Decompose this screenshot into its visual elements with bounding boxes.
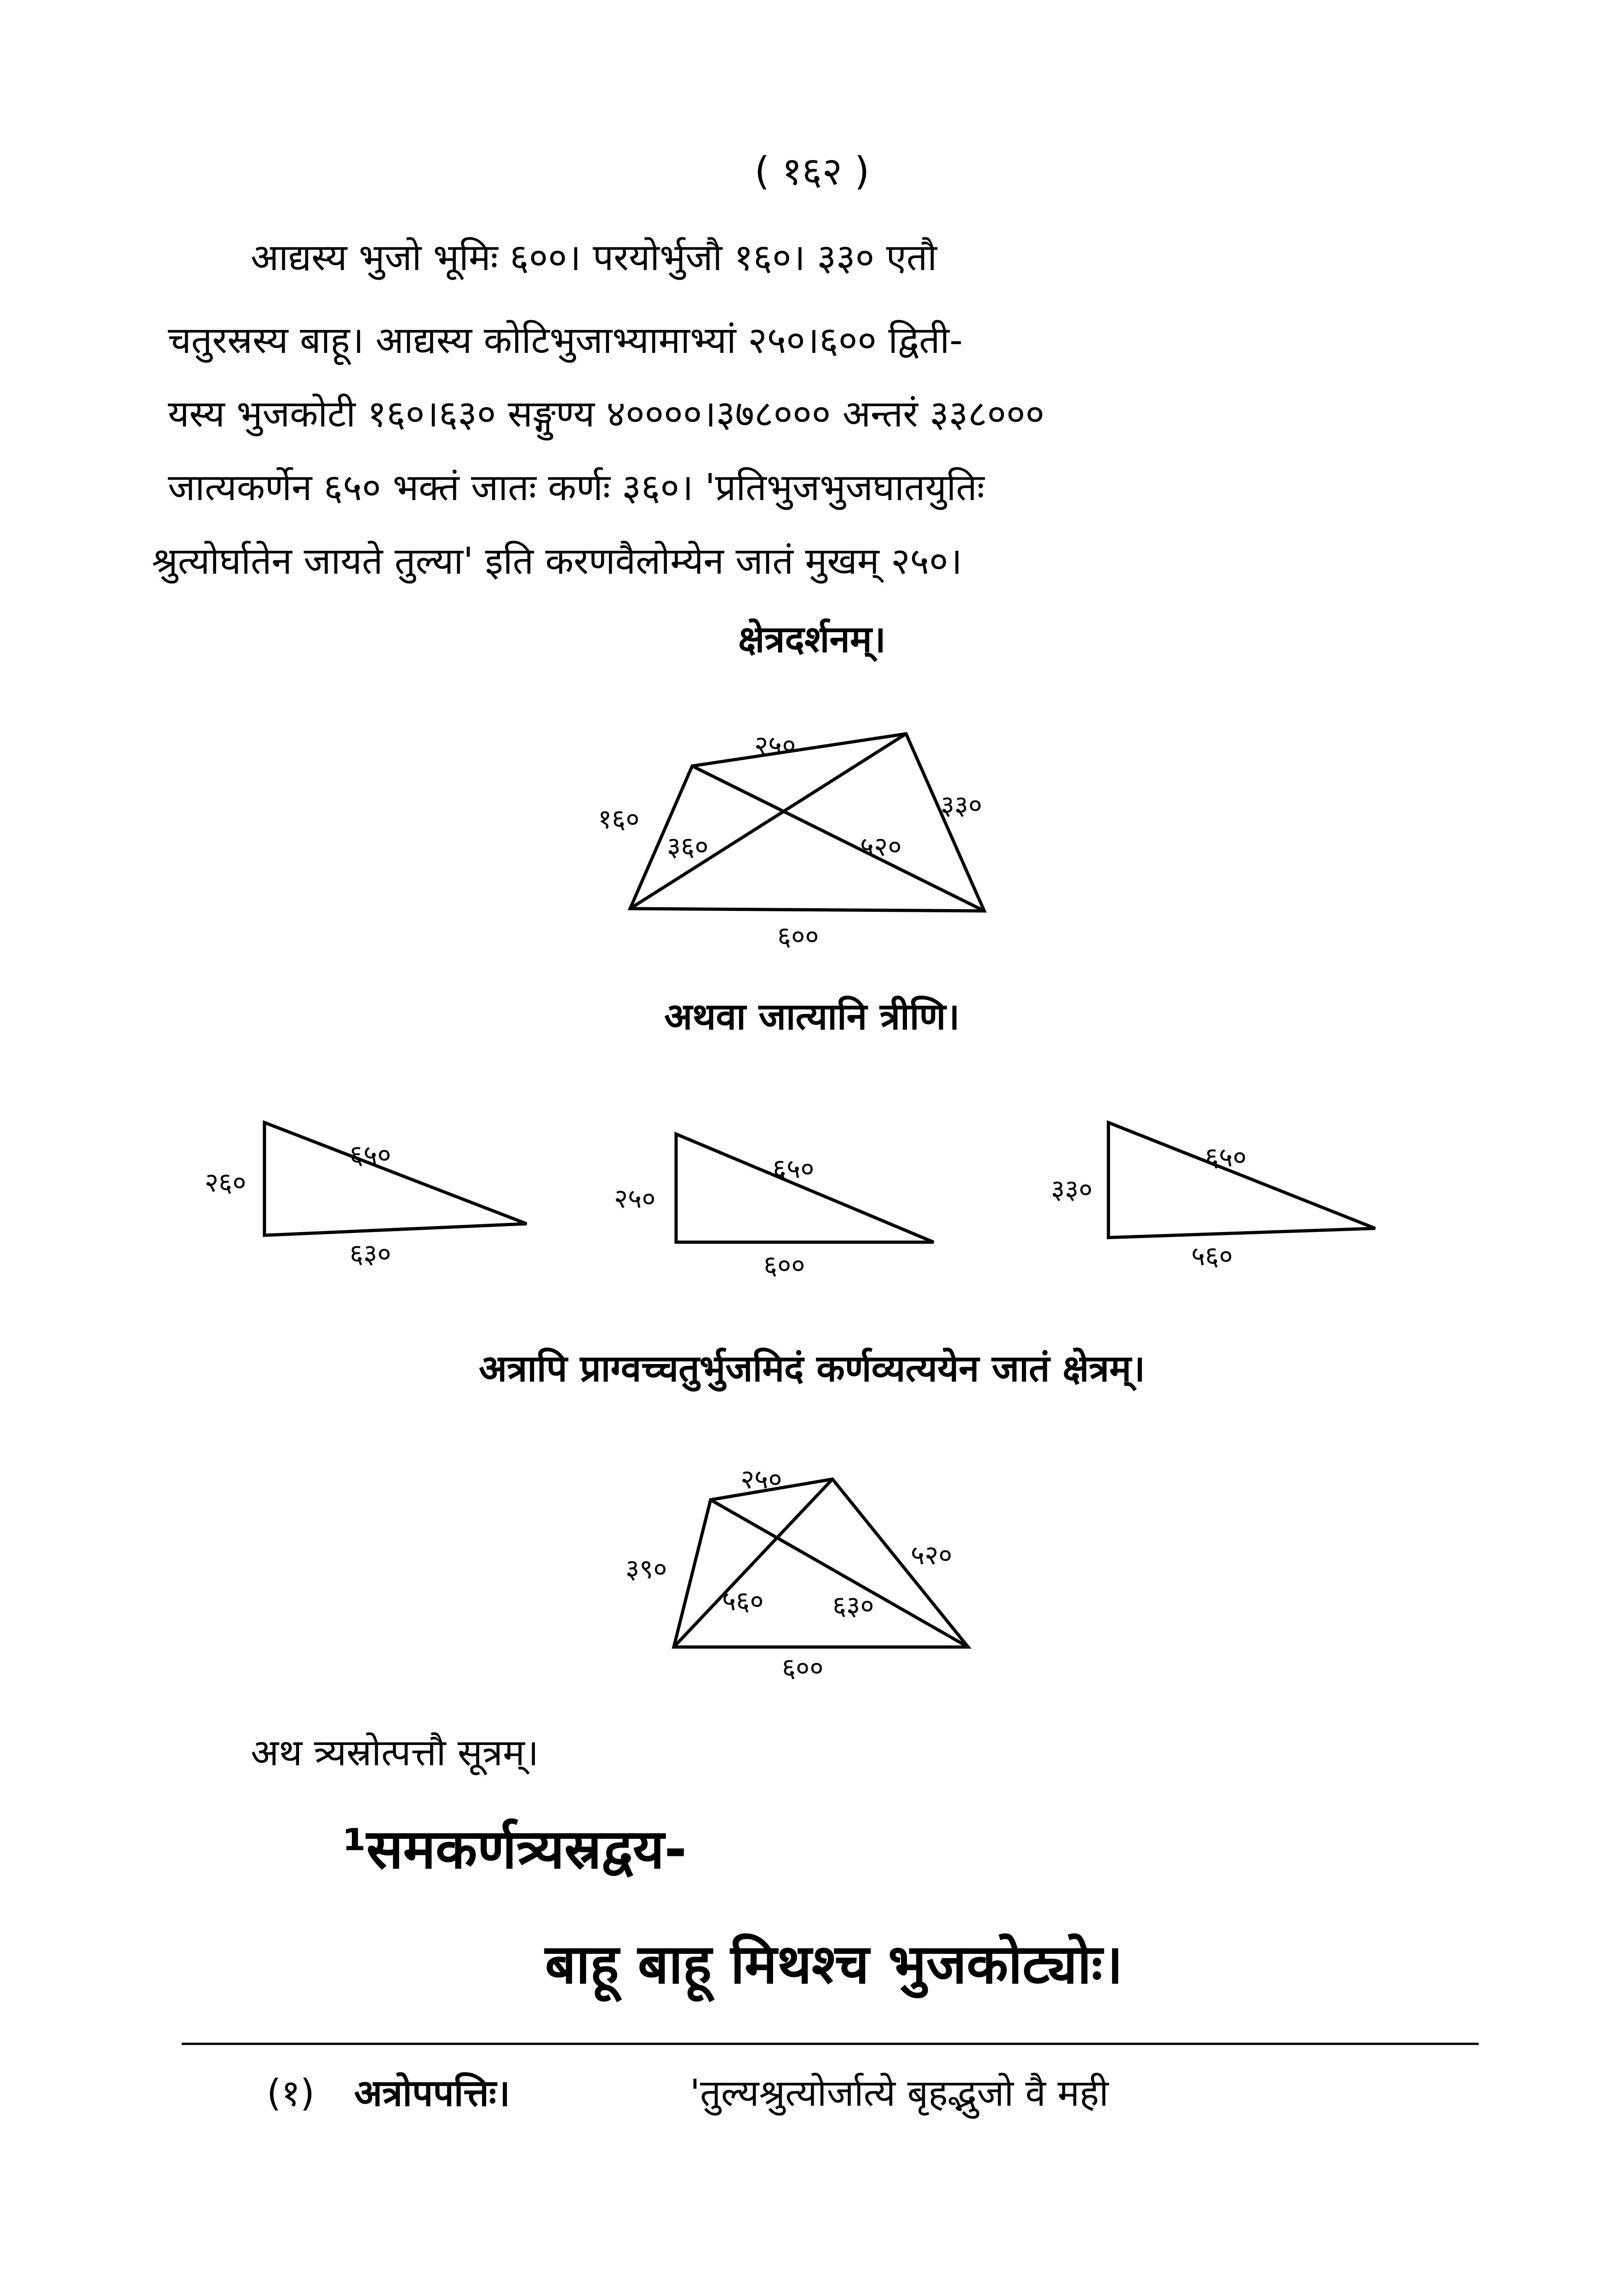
figure2-label-diag1: ५६० [722,1585,764,1617]
sutra-intro: अथ त्र्यस्रोत्पत्तौ सूत्रम्। [251,1731,539,1774]
figure1-label-top: २५० [754,730,796,761]
triangles-caption: अथवा जात्यानि त्रीणि। [664,995,960,1038]
figure1-caption: क्षेत्रदर्शनम्। [738,618,886,661]
paragraph-line-4: जात्यकर्णेन ६५० भक्तं जातः कर्णः ३६०। 'प्रतिभुजभुजघातयुतिः [168,466,985,509]
paragraph-line-5: श्रुत्योर्घातेन जायते तुल्या' इति करणवैलोम्येन जातं मुखम् २५०। [152,540,963,582]
triangle-1-hypotenuse: ६५० [350,1139,391,1170]
paragraph-line-3: यस्य भुजकोटी १६०।६३० सङ्गुण्य ४००००।३७८००० अन्तरं ३३८००० [168,392,1044,435]
triangle-3-vertical: ३३० [1051,1174,1093,1205]
figure1-label-base: ६०० [777,921,819,952]
triangle-1-base: ६३० [350,1238,391,1269]
figure2-label-base: ६०० [782,1652,824,1683]
figure1-label-right: ३३० [941,789,982,821]
figure1-label-diag1: ३६० [667,831,709,862]
footnote-text: 'तुल्यश्रुत्योर्जात्ये बृहद्भुजो वै मही [690,2072,1109,2114]
triangle-1-vertical: २६० [205,1167,247,1198]
figure2-label-right: ५२० [911,1539,953,1571]
paragraph-line-2: चतुरस्रस्य बाहू। आद्यस्य कोटिभुजाभ्यामाभ्यां २५०।६०० द्विती- [168,319,963,362]
figure2-label-left: ३९० [625,1553,667,1584]
paragraph-line-1: आद्यस्य भुजो भूमिः ६००। परयोर्भुजौ १६०। ३३० एतौ [251,236,937,279]
figure2-label-top: २५० [740,1463,782,1495]
verse-line-1: ¹समकर्णत्र्यस्रद्वय- [343,1817,687,1881]
figure1-label-diag2: ५२० [860,831,902,862]
triangle-2-vertical: २५० [614,1183,656,1214]
triangle-3-hypotenuse: ६५० [1205,1141,1247,1173]
triangle-2-hypotenuse: ६५० [773,1153,815,1184]
triangle-2-base: ६०० [763,1250,805,1281]
figure2-label-diag2: ६३० [832,1590,874,1621]
verse-line-2: बाहू बाहू मिथश्च भुजकोट्योः। [545,1932,1123,1996]
footnote-divider [182,2043,1479,2045]
figure2-diagonal-2 [711,1500,968,1647]
figure2-diagonal-1 [674,1479,832,1647]
page-number: ( १६२ ) [754,149,870,194]
figure1-label-left: १६० [598,803,640,835]
footnote-label: अत्रोपपत्तिः। [354,2072,511,2114]
figure2-caption: अत्रापि प्राग्वच्चतुर्भुजमिदं कर्णव्यत्ययेन जातं क्षेत्रम्। [479,1347,1145,1390]
footnote-marker: (१) [267,2072,315,2114]
triangle-3-base: ५६० [1191,1240,1233,1272]
